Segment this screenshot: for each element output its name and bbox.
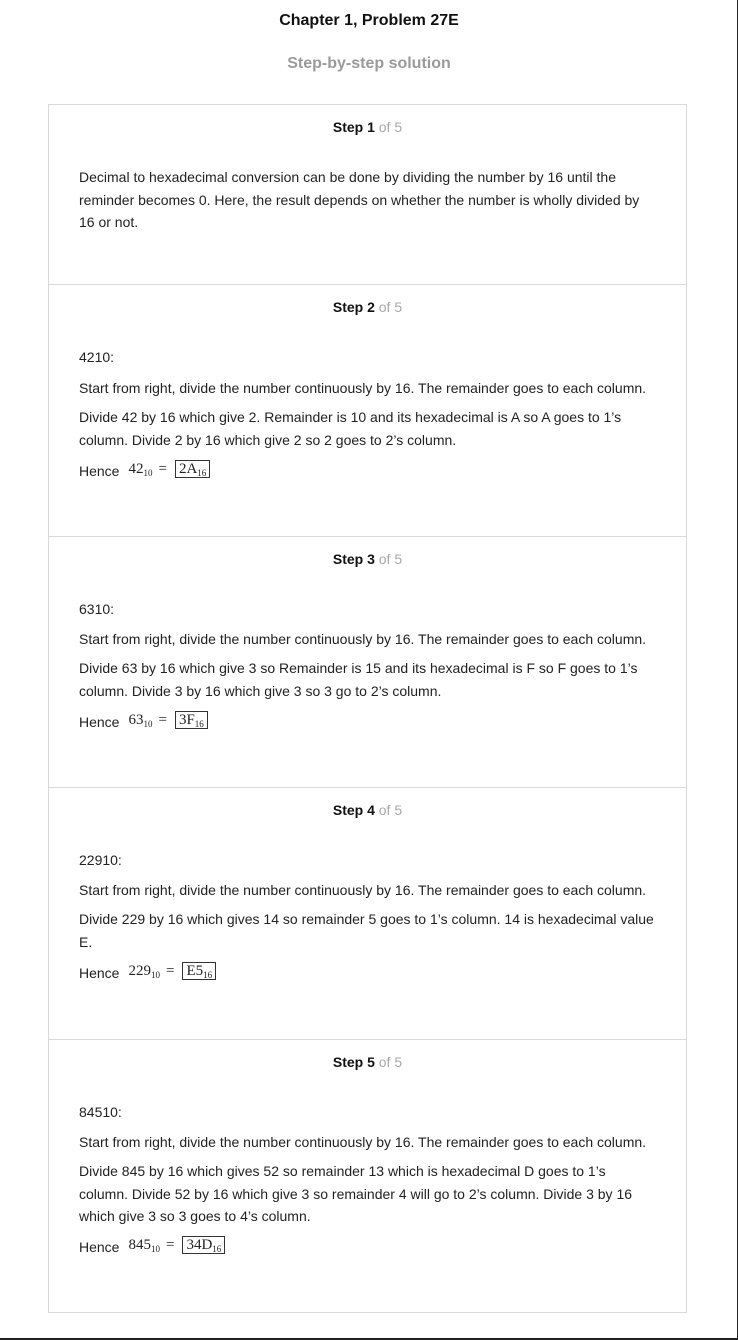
hex-value: 34D [186,1237,213,1254]
hex-base: 16 [194,718,204,729]
equals-sign: = [165,962,175,979]
decimal-base: 10 [143,467,153,478]
step-paragraph: Start from right, divide the number continuously by 16. The remainder goes to each column. [79,881,647,898]
step-count: of 5 [374,119,403,135]
page-title: Chapter 1, Problem 27E [279,12,459,29]
step-number: Step 2 [332,299,375,315]
equals-sign: = [165,1237,175,1254]
hex-result-box [182,962,216,980]
decimal-base: 10 [150,969,160,980]
hex-result-box [182,1236,225,1254]
step-paragraph: Start from right, divide the number continuously by 16. The remainder goes to each column. [79,379,647,396]
step-paragraph: Decimal to hexadecimal conversion can be done by dividing the number by 16 until the reminder becomes 0. Here, the result depends on whether the number is wholly divided by 16 or not. [79,169,640,230]
hex-base: 16 [197,467,207,478]
decimal-base: 10 [150,1244,160,1255]
hence-label: Hence [79,1239,120,1256]
step-5 [49,1040,686,1312]
step-label: 22910: [79,852,122,868]
equals-sign: = [158,711,167,728]
step-paragraph: Divide 229 by 16 which gives 14 so remainder 5 goes to 1’s column. 14 is hexadecimal value E. [79,911,654,950]
step-number: Step 3 [332,551,375,567]
step-header [49,537,686,573]
decimal-value: 63 [128,711,144,728]
result-equation [128,1234,225,1261]
step-count: of 5 [374,802,403,818]
step-paragraph: Divide 63 by 16 which give 3 so Remainder is 15 and its hexadecimal is F so F goes to 1’s column. Divide 3 by 16 which give 3 so 3 go to 2’s column. [79,660,638,699]
step-count: of 5 [374,1054,403,1070]
decimal-value: 42 [128,460,144,477]
step-label: 4210: [79,349,115,365]
step-body [49,141,686,234]
result-equation [128,709,207,736]
hence-line [79,1235,656,1261]
hence-label: Hence [79,462,120,479]
step-paragraph: Start from right, divide the number continuously by 16. The remainder goes to each column. [79,1133,647,1150]
step-count: of 5 [374,551,403,567]
hence-line [79,458,656,484]
step-body [49,321,686,484]
step-header [49,285,686,321]
hence-line [79,960,656,986]
decimal-value: 229 [128,962,151,979]
steps-container [48,104,687,1313]
step-label: 6310: [79,601,115,617]
decimal-value: 845 [128,1237,151,1254]
hex-base: 16 [203,969,213,980]
step-header [49,105,686,141]
page-subtitle: Step-by-step solution [287,55,451,72]
equals-sign: = [158,460,167,477]
step-number: Step 1 [332,119,375,135]
step-number: Step 4 [332,802,375,818]
hex-base: 16 [212,1244,222,1255]
step-header [49,1040,686,1076]
hex-value: 3F [178,711,195,728]
hex-value: 2A [178,460,198,477]
result-equation [128,458,210,485]
hence-label: Hence [79,964,120,981]
decimal-base: 10 [143,718,153,729]
hence-label: Hence [79,713,120,730]
step-number: Step 5 [332,1054,375,1070]
hex-result-box [175,460,210,478]
hence-line [79,709,656,735]
hex-value: E5 [186,962,204,979]
result-equation [128,960,216,987]
step-label: 84510: [79,1104,122,1120]
step-paragraph: Divide 42 by 16 which give 2. Remainder is 10 and its hexadecimal is A so A goes to 1’s column. Divide 2 by 16 which give 2 so 2 goes to 2’s column. [79,409,622,448]
step-paragraph: Start from right, divide the number continuously by 16. The remainder goes to each column. [79,630,647,647]
step-4 [49,788,686,1040]
step-body [49,824,686,986]
step-2 [49,285,686,537]
step-header [49,788,686,824]
step-body [49,573,686,735]
step-count: of 5 [374,299,403,315]
step-body [49,1076,686,1261]
hex-result-box [175,711,208,729]
step-paragraph: Divide 845 by 16 which gives 52 so remainder 13 which is hexadecimal D goes to 1’s column. Divide 52 by 16 which give 3 so remainder 4 will go to 2’s column. Divide 3 by 16 which give 3 so 3 goes to 4’s column. [79,1163,633,1224]
step-1 [49,105,686,285]
step-3 [49,537,686,788]
